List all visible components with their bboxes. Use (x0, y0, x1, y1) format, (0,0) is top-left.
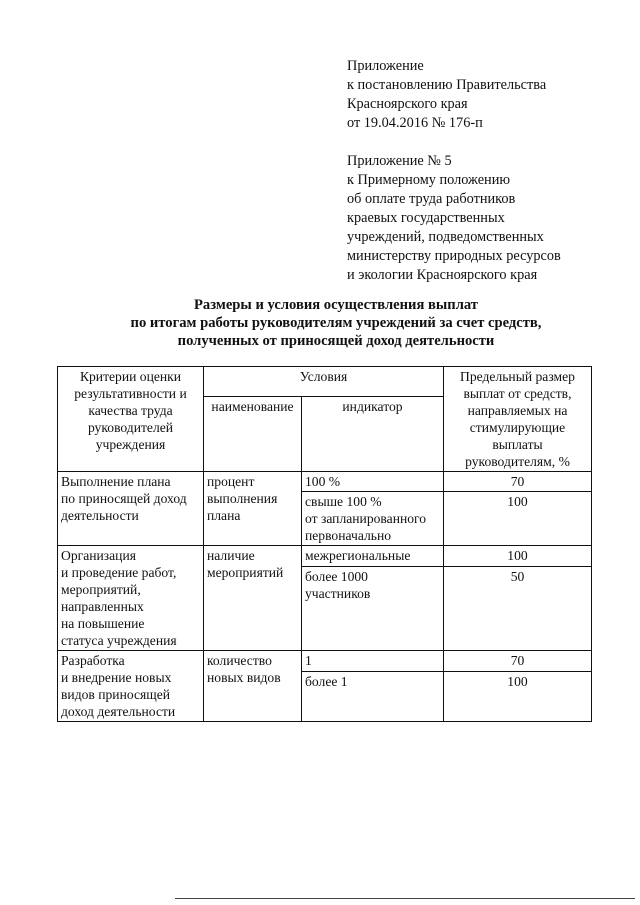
appendix-line: и экологии Красноярского края (347, 267, 538, 283)
value-cell: 100 (444, 492, 592, 546)
header-indicator: индикатор (302, 397, 444, 472)
payments-table (57, 366, 592, 722)
indicator-cell: межрегиональные (302, 546, 444, 567)
criterion-cell: Выполнение плана по приносящей доход деятельности (58, 472, 204, 546)
appendix-line: от 19.04.2016 № 176-п (347, 115, 483, 131)
header-conditions: Условия (204, 367, 444, 397)
title-line: Размеры и условия осуществления выплат (194, 297, 478, 313)
appendix-block (347, 57, 632, 285)
appendix-line: об оплате труда работников (347, 191, 516, 207)
table-row (58, 546, 592, 567)
title-line: полученных от приносящей доход деятельности (177, 333, 495, 349)
value-cell: 100 (444, 546, 592, 567)
table-row (58, 651, 592, 672)
appendix-line: к Примерному положению (347, 172, 511, 188)
value-cell: 70 (444, 472, 592, 492)
appendix-line: Приложение № 5 (347, 153, 452, 169)
value-cell: 100 (444, 672, 592, 722)
condition-name-cell: количество новых видов (204, 651, 302, 722)
value-cell: 70 (444, 651, 592, 672)
indicator-cell: более 1000 участников (302, 567, 444, 651)
header-criteria: Критерии оценки результативности и качества труда руководителей учреждения (58, 367, 204, 472)
appendix-line: учреждений, подведомственных (347, 229, 544, 245)
criterion-cell: Организация и проведение работ, мероприятий, направленных на повышение статуса учреждения (58, 546, 204, 651)
value-cell: 50 (444, 567, 592, 651)
document-title (80, 296, 592, 350)
table-row (58, 472, 592, 492)
appendix-line: Приложение (347, 58, 424, 74)
header-name: наименование (204, 397, 302, 472)
indicator-cell: свыше 100 % от запланированного первоначально (302, 492, 444, 546)
criterion-cell: Разработка и внедрение новых видов приносящей доход деятельности (58, 651, 204, 722)
appendix-line: краевых государственных (347, 210, 505, 226)
indicator-cell: 100 % (302, 472, 444, 492)
header-max-size: Предельный размер выплат от средств, направляемых на стимулирующие выплаты руководителям, % (444, 367, 592, 472)
indicator-cell: 1 (302, 651, 444, 672)
condition-name-cell: наличие мероприятий (204, 546, 302, 651)
title-line: по итогам работы руководителям учреждений за счет средств, (130, 315, 542, 331)
appendix-line: Красноярского края (347, 96, 468, 112)
condition-name-cell: процент выполнения плана (204, 472, 302, 546)
scan-edge-line (175, 898, 635, 899)
appendix-line: к постановлению Правительства (347, 77, 547, 93)
indicator-cell: более 1 (302, 672, 444, 722)
appendix-line: министерству природных ресурсов (347, 248, 561, 264)
